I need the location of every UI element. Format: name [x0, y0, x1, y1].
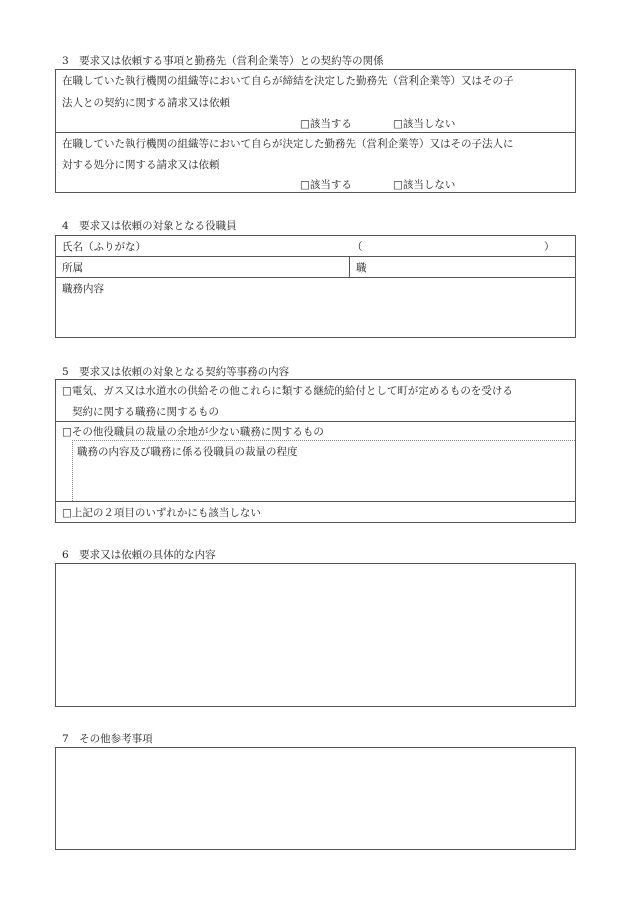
- s4-divider-2: [56, 277, 575, 278]
- section-7-heading: 7 その他参考事項: [62, 733, 153, 745]
- kana-open-paren: （: [352, 241, 363, 253]
- s3-row2-yes-checkbox[interactable]: □該当する: [300, 179, 352, 191]
- duties-label: 職務内容: [62, 283, 104, 295]
- section-3-table: [55, 69, 576, 193]
- s5-option-1-text-1[interactable]: □電気、ガス又は水道水の供給その他これらに類する継続的給付として町が定めるものを受ける: [62, 385, 513, 397]
- s3-row1-no-checkbox[interactable]: □該当しない: [393, 118, 456, 130]
- section-3-heading: 3 要求又は依頼する事項と勤務先（営利企業等）との契約等の関係: [62, 55, 384, 67]
- s5-option-1-text-2: 契約に関する職務に関するもの: [72, 406, 219, 418]
- s5-option-3-checkbox[interactable]: □上記の２項目のいずれかにも該当しない: [62, 507, 261, 519]
- section-4-heading: 4 要求又は依頼の対象となる役職員: [62, 220, 237, 232]
- s4-column-divider: [349, 256, 350, 277]
- s3-row1-text-1: 在職していた執行機関の組織等において自らが締結を決定した勤務先（営利企業等）又はその子: [62, 75, 514, 87]
- s3-row1-yes-checkbox[interactable]: □該当する: [300, 118, 352, 130]
- position-label: 職: [356, 262, 367, 274]
- s3-row1-text-2: 法人との契約に関する請求又は依頼: [62, 97, 230, 109]
- s5-option-2-detail-label: 職務の内容及び職務に係る役職員の裁量の程度: [77, 446, 298, 458]
- s5-divider-2: [56, 501, 575, 502]
- s5-divider-1: [56, 421, 575, 422]
- s5-option-2-checkbox[interactable]: □その他役職員の裁量の余地が少ない職務に関するもの: [62, 426, 324, 438]
- s5-option-2-detail-box[interactable]: [72, 440, 575, 501]
- s3-row2-text-2: 対する処分に関する請求又は依頼: [62, 159, 220, 171]
- section-5-table: [55, 379, 576, 523]
- s3-divider: [56, 132, 575, 133]
- s4-divider-1: [56, 256, 575, 257]
- name-label: 氏名（ふりがな）: [62, 241, 146, 253]
- section-6-heading: 6 要求又は依頼の具体的な内容: [62, 549, 216, 561]
- s3-row2-no-checkbox[interactable]: □該当しない: [393, 179, 456, 191]
- section-6-content-box[interactable]: [55, 563, 576, 707]
- section-5-heading: 5 要求又は依頼の対象となる契約等事務の内容: [62, 366, 290, 378]
- s3-row2-text-1: 在職していた執行機関の組織等において自らが決定した勤務先（営利企業等）又はその子法人に: [62, 138, 514, 150]
- section-4-table: [55, 235, 576, 338]
- section-7-content-box[interactable]: [55, 747, 576, 850]
- kana-close-paren: ）: [544, 241, 555, 253]
- affiliation-label: 所属: [62, 262, 83, 274]
